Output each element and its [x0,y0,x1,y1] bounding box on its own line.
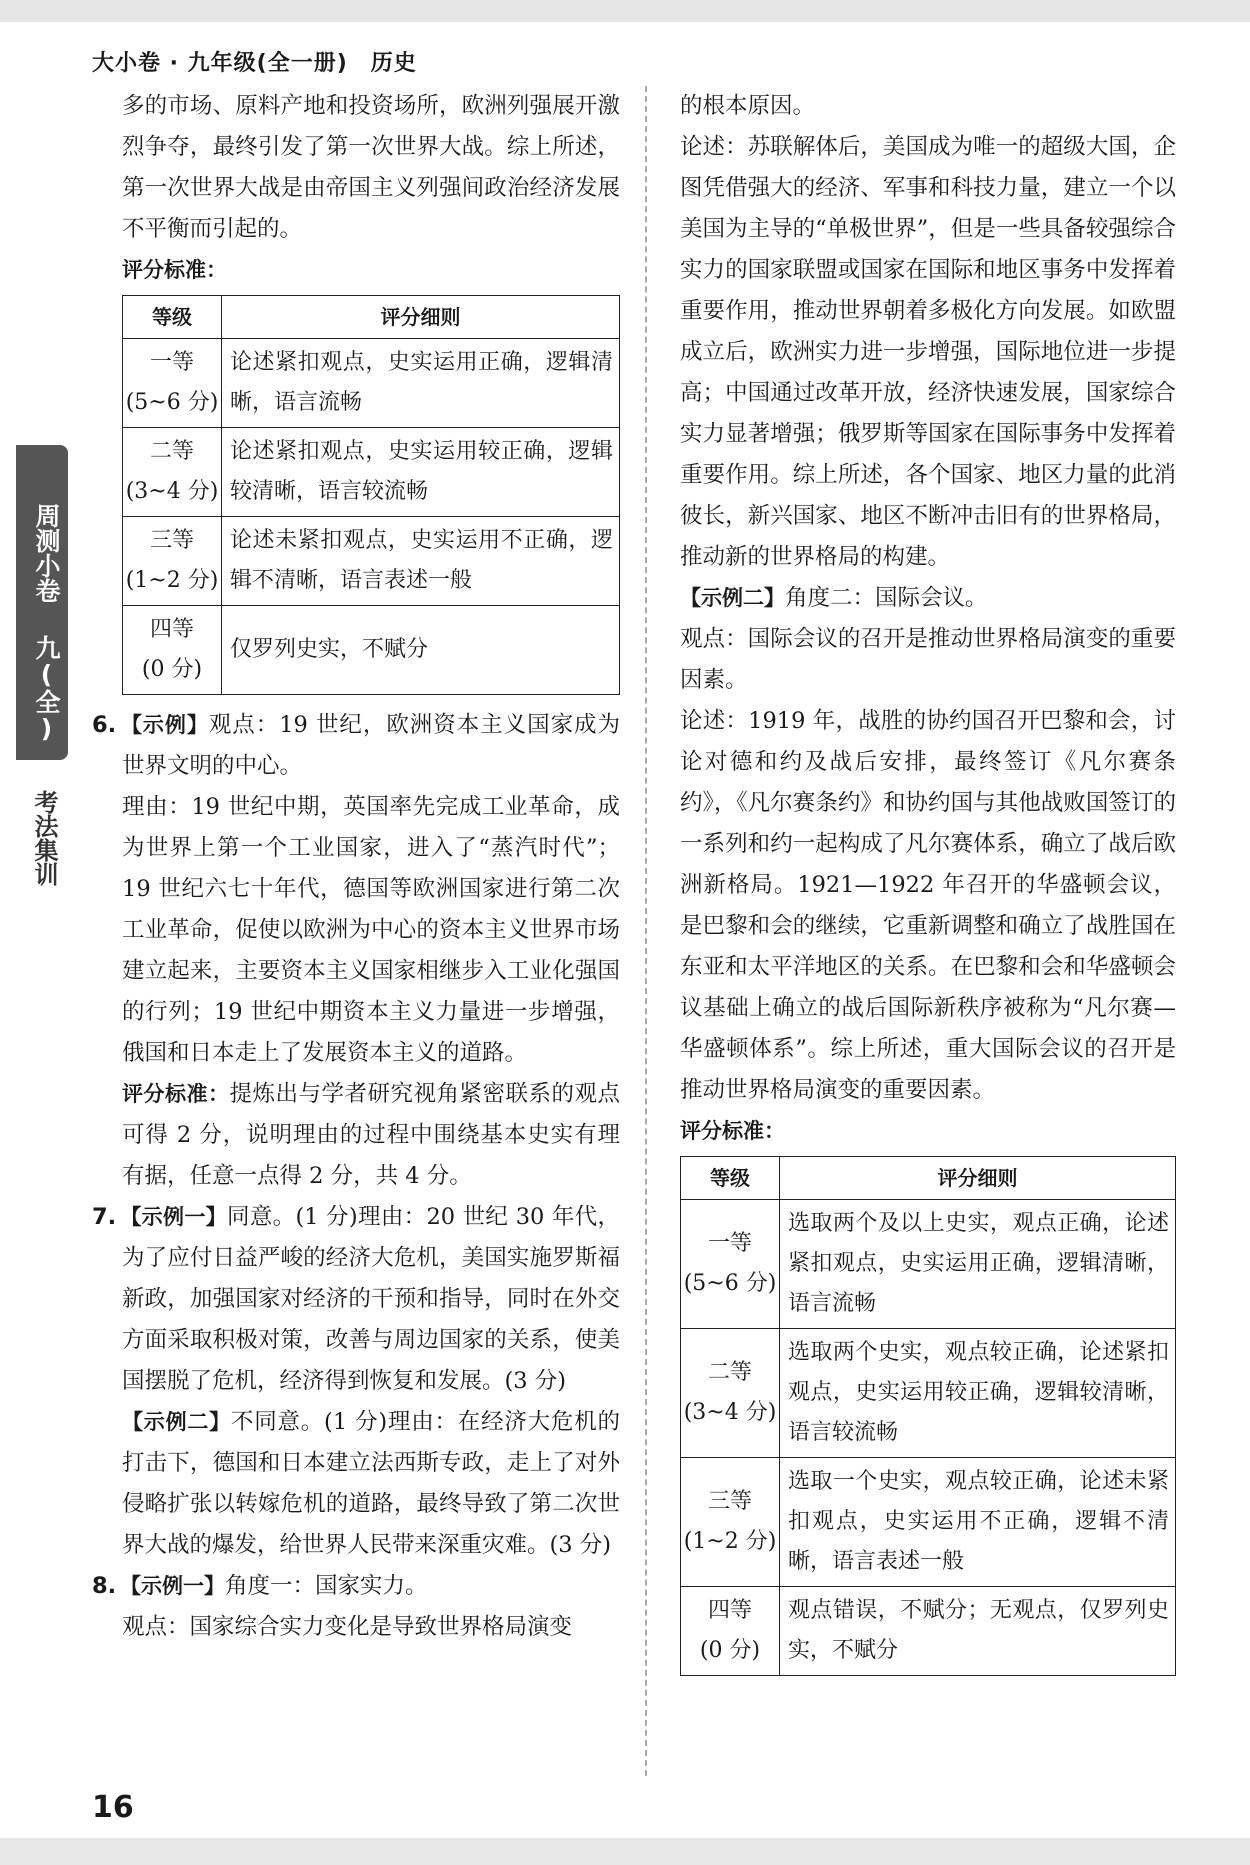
header-detail: 评分细则 [222,296,620,339]
header-grade: 等级 [123,296,222,339]
table-row [123,517,620,606]
q5-continued-text: 多的市场、原料产地和投资场所，欧洲列强展开激烈争夺，最终引发了第一次世界大战。综上所述，第一次世界大战是由帝国主义列强间政治经济发展不平衡而引起的。 [122,93,620,242]
q8-scoring-table [680,1156,1176,1676]
q8-viewpoint: 观点：国家综合实力变化是导致世界格局演变 [122,1614,573,1640]
detail-cell: 选取一个史实，观点较正确，论述未紧扣观点，史实运用不正确，逻辑不清晰，语言表述一般 [780,1458,1176,1587]
detail-cell: 论述紧扣观点，史实运用正确，逻辑清晰，语言流畅 [222,339,620,428]
q6-reason: 理由：19 世纪中期，英国率先完成工业革命，成为世界上第一个工业国家，进入了“蒸汽时代”；19 世纪六七十年代，德国等欧洲国家进行第二次工业革命，促使以欧洲为中心的资本主义世界市场建立起来，主要资本主义国家相继步入工业化强国的行列；19 世纪中期资本主义力量进一步增强，俄国和日本走上了发展资本主义的道路。 [122,794,620,1066]
q8-argument-one: 论述：苏联解体后，美国成为唯一的超级大国，企图凭借强大的经济、军事和科技力量，建立一个以美国为主导的“单极世界”，但是一些具备较强综合实力的国家联盟或国家在国际和地区事务中发挥着重要作用，推动世界朝着多极化方向发展。如欧盟成立后，欧洲实力进一步增强，国际地位进一步提高；中国通过改革开放，经济快速发展，国家综合实力显著增强；俄罗斯等国家在国际事务中发挥着重要作用。综上所述，各个国家、地区力量的此消彼长，新兴国家、地区不断冲击旧有的世界格局，推动新的世界格局的构建。 [680,134,1176,570]
detail-cell: 论述未紧扣观点，史实运用不正确，逻辑不清晰，语言表述一般 [222,517,620,606]
q6-viewpoint: 6. 【示例】观点：19 世纪，欧洲资本主义国家成为世界文明的中心。 [122,705,620,787]
side-label: 考法集训 [30,790,58,886]
grade-cell: 四等 (0 分) [681,1587,780,1676]
grade-cell: 一等 (5~6 分) [123,339,222,428]
table-row [681,1587,1176,1676]
q8-viewpoint-two: 观点：国际会议的召开是推动世界格局演变的重要因素。 [680,626,1176,693]
detail-cell: 观点错误，不赋分；无观点，仅罗列史实，不赋分 [780,1587,1176,1676]
table-row [123,428,620,517]
table-header-row [123,296,620,339]
table-row [681,1200,1176,1329]
grade-cell: 一等 (5~6 分) [681,1200,780,1329]
bottom-strip [0,1838,1250,1865]
grade-cell: 四等 (0 分) [123,606,222,695]
header-detail: 评分细则 [780,1157,1176,1200]
side-tab-grade: 九(全) [32,635,61,743]
q7-example-two: 【示例二】不同意。(1 分)理由：在经济大危机的打击下，德国和日本建立法西斯专政，走上了对外侵略扩张以转嫁危机的道路，最终导致了第二次世界大战的爆发，给世界人民带来深重灾难。(3 分) [122,1409,620,1558]
table-row [681,1458,1176,1587]
side-tab-title: 周测小卷 [32,503,61,603]
q5-scoring-label: 评分标准： [122,258,227,282]
left-column [92,86,620,1648]
detail-cell: 选取两个史实，观点较正确，论述紧扣观点，史实运用较正确，逻辑较清晰，语言较流畅 [780,1329,1176,1458]
side-tab-bracket-close: 」 [72,741,92,765]
q6-number: 6. [92,712,117,738]
q6-scoring: 评分标准：提炼出与学者研究视角紧密联系的观点可得 2 分，说明理由的过程中围绕基本史实有理有据，任意一点得 2 分，共 4 分。 [122,1081,620,1189]
q8-viewpoint-end: 的根本原因。 [680,93,816,119]
detail-cell: 选取两个及以上史实，观点正确，论述紧扣观点，史实运用正确，逻辑清晰，语言流畅 [780,1200,1176,1329]
table-row [123,606,620,695]
grade-cell: 三等 (1~2 分) [681,1458,780,1587]
table-row [123,339,620,428]
q8-example-two: 【示例二】角度二：国际会议。 [680,585,988,611]
right-column [680,86,1176,1686]
detail-cell: 论述紧扣观点，史实运用较正确，逻辑较清晰，语言较流畅 [222,428,620,517]
table-header-row [681,1157,1176,1200]
side-tab [16,445,92,765]
grade-cell: 二等 (3~4 分) [123,428,222,517]
q8-argument-two: 论述：1919 年，战胜的协约国召开巴黎和会，讨论对德和约及战后安排，最终签订《凡尔赛条约》，《凡尔赛条约》和协约国与其他战败国签订的一系列和约一起构成了凡尔赛体系，确立了战后欧洲新格局。1921—1922 年召开的华盛顿会议，是巴黎和会的继续，它重新调整和确立了战胜国在东亚和太平洋地区的关系。在巴黎和会和华盛顿会议基础上确立的战后国际新秩序被称为“凡尔赛—华盛顿体系”。综上所述，重大国际会议的召开是推动世界格局演变的重要因素。 [680,708,1176,1103]
header-grade: 等级 [681,1157,780,1200]
q5-scoring-table [122,295,620,695]
top-strip [0,0,1250,22]
side-tab-bracket-open: 「 [72,447,92,471]
q8-scoring-label: 评分标准： [680,1119,785,1143]
q7-number: 7. [92,1204,117,1230]
column-divider [645,86,647,1776]
table-row [681,1329,1176,1458]
detail-cell: 仅罗列史实，不赋分 [222,606,620,695]
q8-number: 8. [92,1573,117,1599]
page-number: 16 [92,1790,134,1825]
grade-cell: 二等 (3~4 分) [681,1329,780,1458]
q8-example-one: 8. 【示例一】角度一：国家实力。 [122,1566,620,1607]
grade-cell: 三等 (1~2 分) [123,517,222,606]
q7-example-one: 7. 【示例一】同意。(1 分)理由：20 世纪 30 年代，为了应付日益严峻的经济大危机，美国实施罗斯福新政，加强国家对经济的干预和指导，同时在外交方面采取积极对策，改善与周边国家的关系，使美国摆脱了危机，经济得到恢复和发展。(3 分) [122,1197,620,1402]
q6-tag: 【示例】 [120,713,209,737]
page-header: 大小卷 · 九年级(全一册) 历史 [92,51,417,76]
